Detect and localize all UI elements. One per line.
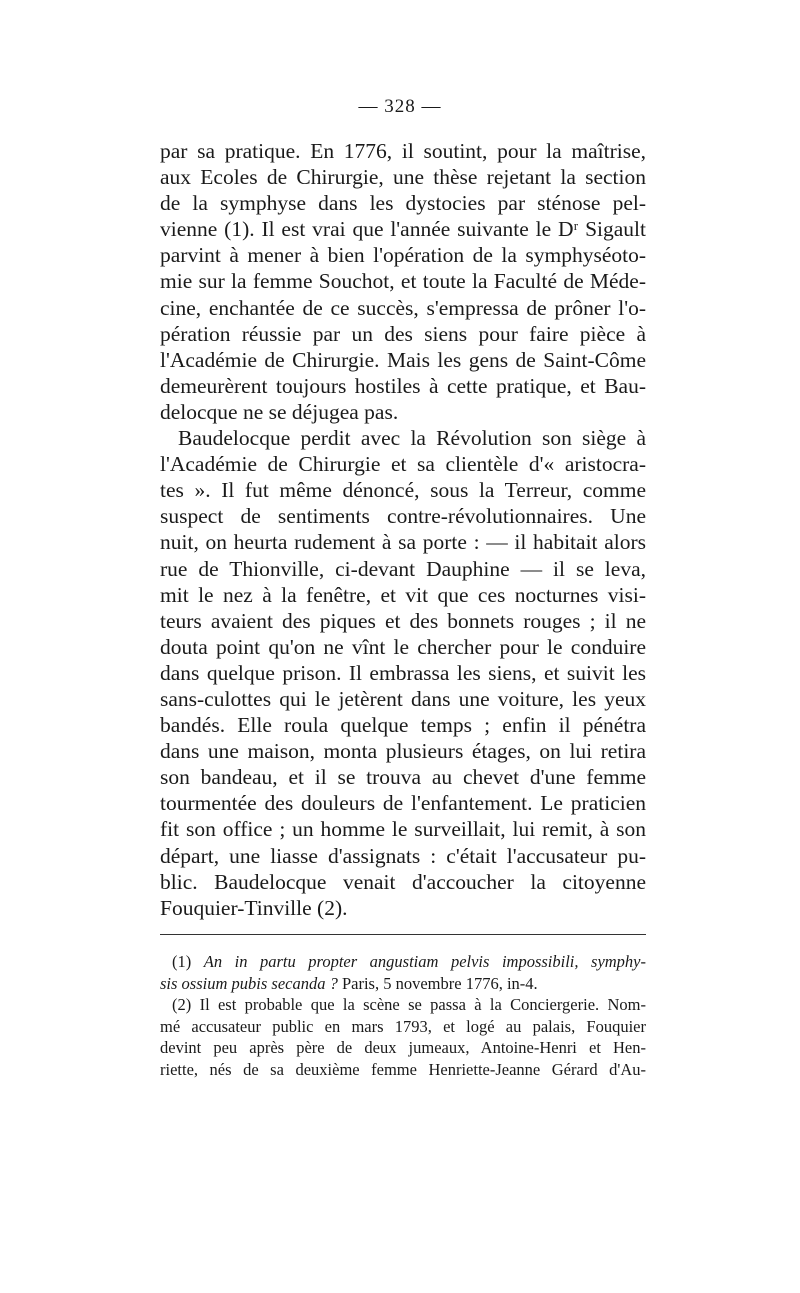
text-line: suspect de sentiments contre-révolutionnaires. Une [160, 504, 646, 529]
text-line: l'Académie de Chirurgie. Mais les gens de Saint-Côme [160, 347, 646, 372]
text-line: de la symphyse dans les dystocies par sténose pel- [160, 191, 646, 216]
text-line: départ, une liasse d'assignats : c'était l'accusateur pu- [160, 843, 646, 868]
footnote-1-line [160, 973, 646, 995]
footnote-1-title: An in partu propter angustiam pelvis impossibili, symphy- [203, 952, 646, 971]
text-line: dans une maison, monta plusieurs étages, on lui retira [160, 739, 646, 764]
text-line: teurs avaient des piques et des bonnets rouges ; il ne [160, 608, 646, 633]
main-text [160, 138, 646, 921]
text-line: parvint à mener à bien l'opération de la symphyséoto- [160, 243, 646, 268]
text-line: nuit, on heurta rudement à sa porte : — il habitait alors [160, 530, 646, 555]
text-line: tes ». Il fut même dénoncé, sous la Terreur, comme [160, 478, 646, 503]
text-line: fit son office ; un homme le surveillait, lui remit, à son [160, 817, 646, 842]
text-line: vienne (1). Il est vrai que l'année suivante le Dʳ Sigault [160, 217, 646, 242]
text-line: par sa pratique. En 1776, il soutint, pour la maîtrise, [160, 139, 646, 163]
footnote-1-title-end: sis ossium pubis secanda ? [160, 973, 338, 993]
text-line: aux Ecoles de Chirurgie, une thèse rejetant la section [160, 165, 646, 190]
footnote-1-marker: (1) [172, 952, 192, 971]
text-line: l'Académie de Chirurgie et sa clientèle d'« aristocra- [160, 452, 646, 477]
text-line: tourmentée des douleurs de l'enfantement. Le praticien [160, 791, 646, 816]
text-line: bandés. Elle roula quelque temps ; enfin il pénétra [160, 713, 646, 738]
text-line: rue de Thionville, ci-devant Dauphine — il se leva, [160, 556, 646, 581]
text-line: mie sur la femme Souchot, et toute la Faculté de Méde- [160, 269, 646, 294]
footnote-1-imprint: Paris, 5 novembre 1776, in-4. [337, 973, 538, 993]
text-line: pération réussie par un des siens pour faire pièce à [160, 321, 646, 346]
page-number: — 328 — [358, 96, 442, 117]
footnote-2-line: devint peu après père de deux jumeaux, Antoine-Henri et Hen- [160, 1038, 646, 1058]
footnote-1-line [160, 951, 646, 973]
footnote-divider [160, 934, 646, 935]
text-line: Baudelocque perdit avec la Révolution son siège à [178, 426, 646, 451]
text-line: douta point qu'on ne vînt le chercher pour le conduire [160, 634, 646, 659]
text-line: son bandeau, et il se trouva au chevet d'une femme [160, 765, 646, 790]
text-line: blic. Baudelocque venait d'accoucher la citoyenne [160, 869, 646, 894]
footnotes [160, 951, 646, 1081]
text-line: Fouquier-Tinville (2). [160, 895, 348, 920]
footnote-2-line: riette, nés de sa deuxième femme Henriette-Jeanne Gérard d'Au- [160, 1059, 646, 1079]
text-line: mit le nez à la fenêtre, et vit que ces nocturnes visi- [160, 582, 646, 607]
text-line: cine, enchantée de ce succès, s'empressa de prôner l'o- [160, 295, 646, 320]
text-line: demeurèrent toujours hostiles à cette pratique, et Bau- [160, 373, 646, 398]
text-line: sans-culottes qui le jetèrent dans une voiture, les yeux [160, 686, 646, 711]
text-line: dans quelque prison. Il embrassa les siens, et suivit les [160, 660, 646, 685]
text-line: delocque ne se déjugea pas. [160, 399, 399, 424]
footnote-2-line: (2) Il est probable que la scène se passa à la Conciergerie. Nom- [172, 995, 646, 1015]
footnote-2-line: mé accusateur public en mars 1793, et logé au palais, Fouquier [160, 1016, 646, 1036]
